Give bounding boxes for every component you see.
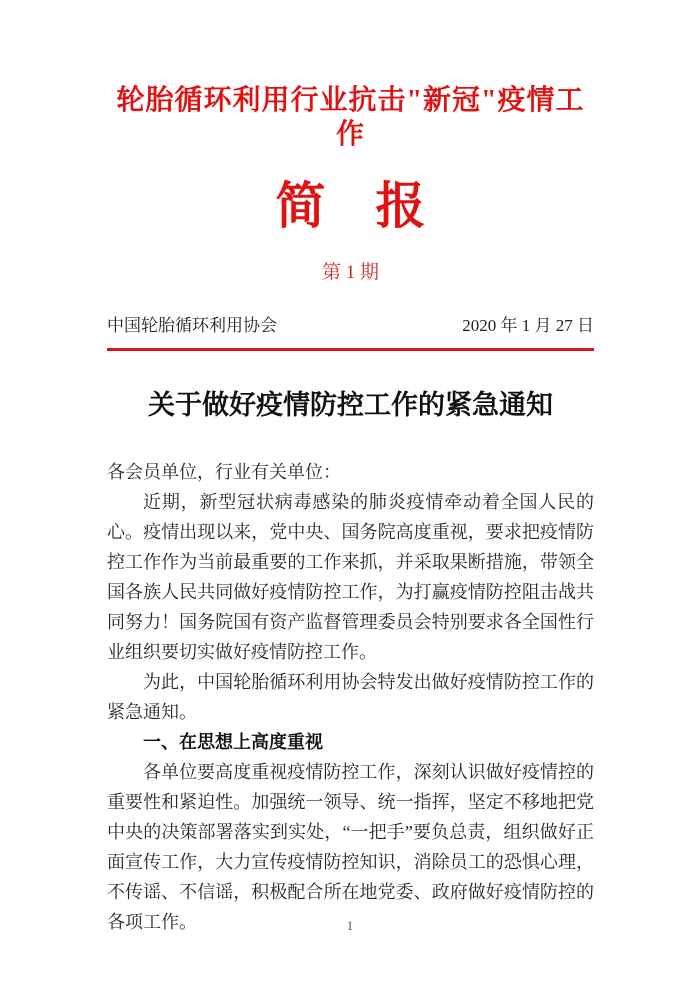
masthead-row xyxy=(107,316,594,336)
masthead-divider-rule xyxy=(107,348,594,351)
issuing-organization: 中国轮胎循环利用协会 xyxy=(107,316,277,335)
series-title: 轮胎循环利用行业抗击"新冠"疫情工作 xyxy=(116,85,585,150)
salutation: 各会员单位，行业有关单位： xyxy=(107,462,341,482)
issue-number-label: 第 1 期 xyxy=(321,262,379,283)
issue-date: 2020 年 1 月 27 日 xyxy=(462,316,594,335)
bulletin-title: 简 报 xyxy=(275,178,426,234)
paragraph: 近期，新型冠状病毒感染的肺炎疫情牵动着全国人民的心。疫情出现以来，党中央、国务院高度重视，要求把疫情防控工作作为当前最重要的工作来抓，并采取果断措施，带领全国各族人民共同做好疫情防控工作，为打赢疫情防控阻击战共同努力！国务院国有资产监督管理委员会特别要求各全国性行业组织要切实做好疫情防控工作。 xyxy=(107,492,594,662)
notice-title: 关于做好疫情防控工作的紧急通知 xyxy=(148,390,553,420)
page-number: 1 xyxy=(346,918,354,933)
section-heading: 一、在思想上高度重视 xyxy=(143,732,323,752)
notice-body xyxy=(107,457,594,937)
paragraph: 各单位要高度重视疫情防控工作，深刻认识做好疫情控的重要性和紧迫性。加强统一领导、统一指挥，坚定不移地把党中央的决策部署落实到实处，“一把手”要负总责，组织做好正面宣传工作，大力宣传疫情防控知识，消除员工的恐惧心理，不传谣、不信谣，积极配合所在地党委、政府做好疫情防控的各项工作。 xyxy=(107,762,594,932)
paragraph: 为此，中国轮胎循环利用协会特发出做好疫情防控工作的紧急通知。 xyxy=(107,672,594,722)
